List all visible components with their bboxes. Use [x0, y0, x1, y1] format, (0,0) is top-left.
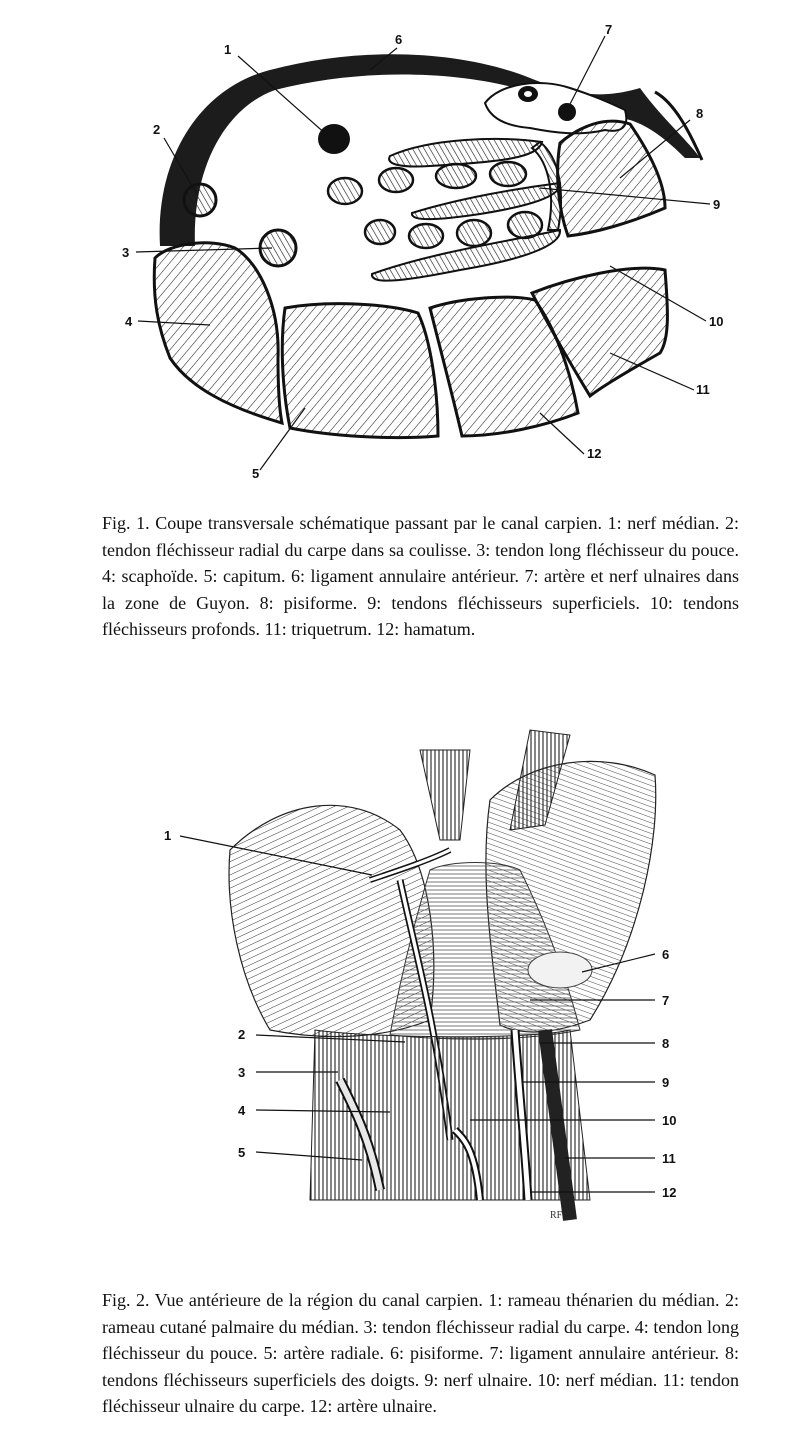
figure-2-anterior-view — [150, 720, 710, 1260]
fig2-label-11: 11 — [662, 1151, 676, 1166]
scaphoid — [154, 243, 282, 423]
capitate — [282, 304, 438, 438]
fig1-label-11: 11 — [696, 382, 710, 397]
fig1-label-1: 1 — [224, 42, 232, 57]
fig2-label-9: 9 — [662, 1075, 670, 1090]
fig2-label-7: 7 — [662, 993, 670, 1008]
fig1-label-2: 2 — [153, 122, 161, 137]
fig2-label-4: 4 — [238, 1103, 246, 1118]
figure-2-caption: Fig. 2. Vue antérieure de la région du canal carpien. 1: rameau thénarien du médian. 2: rameau cutané palmaire du médian. 3: tendon fléchisseur radial du carpe. 4: tendon long fléchisseur du pouce. 5: artère radiale. 6: pisiforme. 7: ligament annulaire antérieur. 8: tendons fléchisseurs superficiels des doigts. 9: nerf ulnaire. 10: nerf médian. 11: tendon fléchisseur ulnaire du carpe. 12: artère ulnaire. — [102, 1290, 739, 1416]
fig1-label-8: 8 — [696, 106, 704, 121]
fig2-label-3: 3 — [238, 1065, 246, 1080]
figure-1-caption: Fig. 1. Coupe transversale schématique passant par le canal carpien. 1: nerf médian. 2: tendon fléchisseur radial du carpe dans sa coulisse. 3: tendon long fléchisseur du pouce. 4: scaphoïde. 5: capitum. 6: ligament annulaire antérieur. 7: artère et nerf ulnaires dans la zone de Guyon. 8: pisiforme. 9: tendons fléchisseurs superficiels. 10: tendons fléchisseurs profonds. 11: triquetrum. 12: hamatum. — [102, 513, 739, 639]
median-nerve — [318, 124, 350, 154]
fig2-label-2: 2 — [238, 1027, 246, 1042]
fig1-label-5: 5 — [252, 466, 260, 481]
fig1-label-3: 3 — [122, 245, 130, 260]
fig1-label-4: 4 — [125, 314, 133, 329]
fig1-label-7: 7 — [605, 22, 613, 37]
fig2-label-5: 5 — [238, 1145, 246, 1160]
fig1-label-9: 9 — [713, 197, 721, 212]
figure-1-cross-section — [100, 8, 740, 481]
fig1-label-12: 12 — [587, 446, 602, 461]
fig2-label-12: 12 — [662, 1185, 677, 1200]
pisiform — [558, 121, 665, 236]
fig1-label-10: 10 — [709, 314, 724, 329]
tendon-2 — [184, 184, 216, 216]
figure-1-drawing — [100, 8, 740, 481]
fig2-label-8: 8 — [662, 1036, 670, 1051]
fig2-label-1: 1 — [164, 828, 172, 843]
fig2-label-6: 6 — [662, 947, 670, 962]
flexor-tendons — [372, 139, 561, 281]
fig2-signature: RF — [550, 1210, 563, 1221]
fig2-label-10: 10 — [662, 1113, 677, 1128]
figure-2-drawing — [150, 720, 710, 1260]
fig1-label-6: 6 — [395, 32, 403, 47]
